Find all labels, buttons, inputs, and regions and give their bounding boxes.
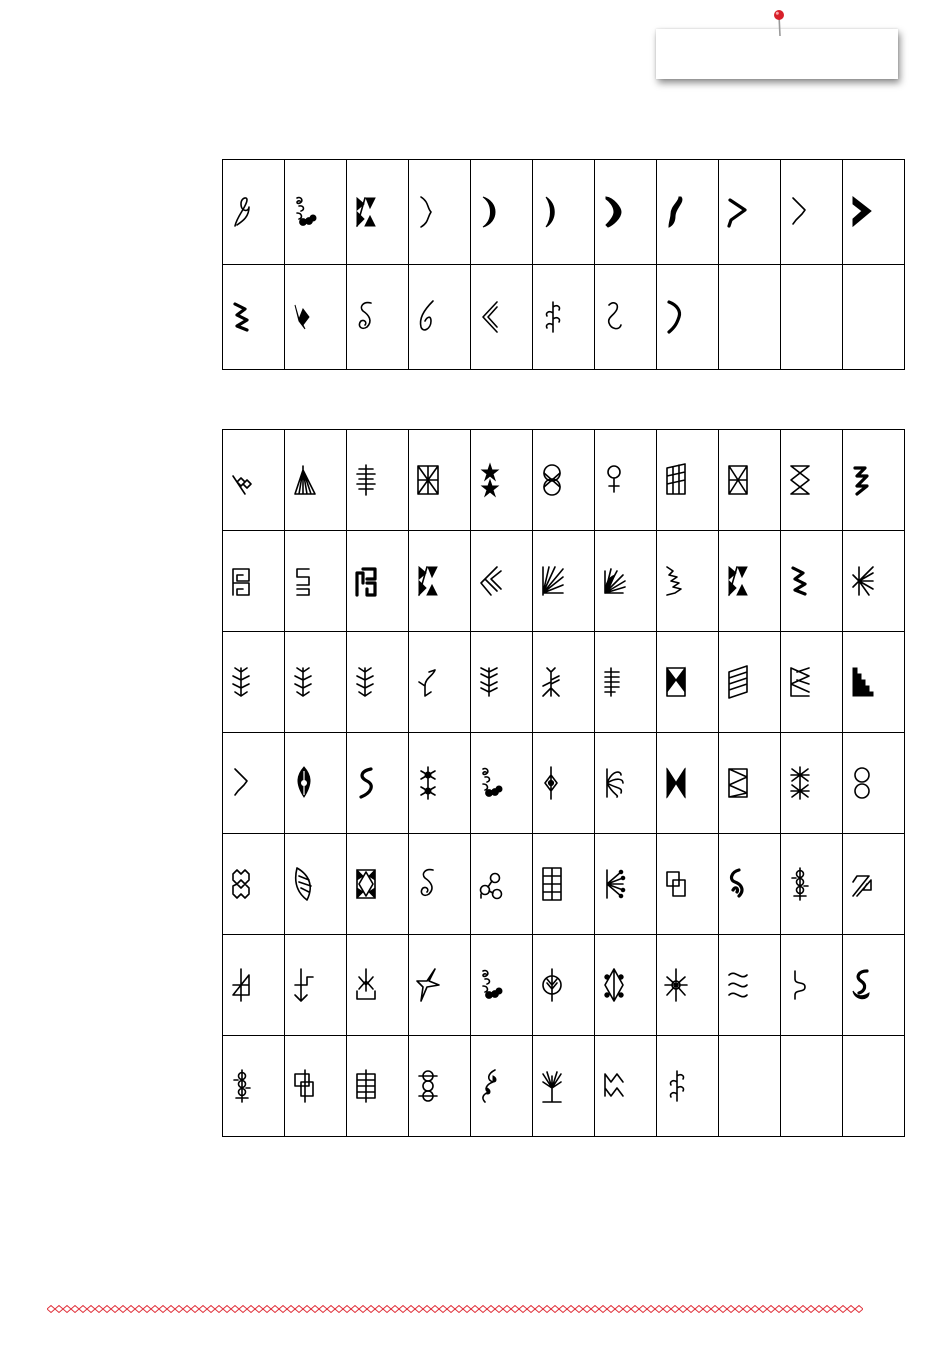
zigzag-triangles-icon [353, 194, 379, 230]
stitch-cell [285, 733, 347, 834]
stitch-cell [409, 531, 471, 632]
stitch-cell [533, 531, 595, 632]
stitch-cell [471, 430, 533, 531]
starburst-pair-icon [787, 765, 813, 801]
chain-knot-icon [229, 1068, 255, 1104]
curl-loop-icon [601, 299, 627, 335]
stitch-cell [781, 834, 843, 935]
stitch-cell [595, 935, 657, 1036]
stitch-cell [409, 1036, 471, 1137]
ladder-box-icon [353, 1068, 379, 1104]
table-row [223, 632, 905, 733]
stitch-cell [409, 632, 471, 733]
stitch-cell [223, 1036, 285, 1137]
stitch-cell [657, 430, 719, 531]
s-curve-icon [663, 194, 689, 230]
scroll-bold-icon [849, 967, 875, 1003]
step-chevron-icon [229, 765, 255, 801]
stitch-cell [533, 160, 595, 265]
stitch-cell [719, 430, 781, 531]
square-chain-icon [291, 1068, 317, 1104]
fan-half-icon [601, 765, 627, 801]
stitch-cell [657, 733, 719, 834]
curl-cluster-icon [477, 967, 503, 1003]
stitch-cell [223, 265, 285, 370]
stitch-cell [781, 1036, 843, 1137]
stitch-cell [595, 430, 657, 531]
chevron-left-icon [477, 299, 503, 335]
stitch-cell [781, 430, 843, 531]
scroll-loop-icon [725, 866, 751, 902]
circle-stem-icon [601, 462, 627, 498]
leaf-striped-icon [291, 866, 317, 902]
stitch-cell [657, 935, 719, 1036]
stitch-cell [533, 430, 595, 531]
grid-diagonal-icon [663, 462, 689, 498]
stitch-cell [471, 265, 533, 370]
stitch-cell [409, 160, 471, 265]
scroll-s-icon [353, 299, 379, 335]
stitch-cell [595, 733, 657, 834]
honeycomb-icon [229, 866, 255, 902]
stitch-cell [533, 733, 595, 834]
table-row [223, 834, 905, 935]
crescent-wavy-icon [663, 299, 689, 335]
stitch-cell [285, 834, 347, 935]
table-row [223, 1036, 905, 1137]
chain-knot-icon [787, 866, 813, 902]
leaf-chain-icon [477, 1068, 503, 1104]
stitch-cell [719, 632, 781, 733]
stitch-cell [471, 531, 533, 632]
leaf-loop-icon [415, 299, 441, 335]
stitch-cell [657, 1036, 719, 1137]
slash-chain-icon [849, 462, 875, 498]
zigzag-wave-icon [787, 563, 813, 599]
stitch-cell [533, 1036, 595, 1137]
stitch-cell [285, 265, 347, 370]
sawtooth-icon [663, 563, 689, 599]
herringbone-icon [477, 664, 503, 700]
stitch-cell [223, 632, 285, 733]
leaf-drop-icon [291, 765, 317, 801]
ladder-icon [601, 664, 627, 700]
sunburst-left-icon [539, 563, 565, 599]
arrow-branches-icon [229, 664, 255, 700]
stitch-cell [719, 733, 781, 834]
meander-block-icon [353, 563, 379, 599]
arrow-curl-icon [415, 664, 441, 700]
footer-zigzag-border [47, 1302, 863, 1316]
table-row [223, 531, 905, 632]
x-chain-icon [787, 462, 813, 498]
zigzag-box-icon [725, 765, 751, 801]
stitch-cell [285, 531, 347, 632]
stitch-pattern-table-a [222, 159, 905, 370]
stitch-cell [409, 733, 471, 834]
arrow-frame-icon [353, 967, 379, 1003]
zigzag-triangles-icon [725, 563, 751, 599]
loop-chain-icon [415, 1068, 441, 1104]
stitch-cell [719, 935, 781, 1036]
spiral-square-icon [849, 866, 875, 902]
wave-single-icon [787, 967, 813, 1003]
stitch-cell [409, 265, 471, 370]
stitch-cell [223, 531, 285, 632]
stitch-pattern-table-b [222, 429, 905, 1137]
circle-leaf-icon [539, 967, 565, 1003]
stitch-cell [595, 1036, 657, 1137]
stitch-cell [719, 265, 781, 370]
diamond-chain-icon [229, 462, 255, 498]
zigzag-triangles-icon [415, 563, 441, 599]
stitch-cell [347, 531, 409, 632]
stitch-cell [781, 632, 843, 733]
stitch-cell [471, 935, 533, 1036]
stitch-cell [347, 834, 409, 935]
stitch-cell [843, 430, 905, 531]
stitch-cell [843, 160, 905, 265]
bow-block-icon [725, 462, 751, 498]
stitch-cell [533, 935, 595, 1036]
stitch-cell [657, 265, 719, 370]
star-outline-icon [415, 967, 441, 1003]
stitch-cell [285, 935, 347, 1036]
stitch-cell [657, 531, 719, 632]
sunburst-right-icon [849, 563, 875, 599]
stitch-cell [223, 834, 285, 935]
stitch-cell [285, 1036, 347, 1137]
scroll-s-icon [415, 866, 441, 902]
star-block-icon [415, 462, 441, 498]
circle-chain-icon [539, 462, 565, 498]
crescent-thin-icon [539, 194, 565, 230]
chevron-bold-icon [849, 194, 875, 230]
slash-box-icon [725, 664, 751, 700]
half-sunburst-icon [291, 462, 317, 498]
window-grid-icon [539, 866, 565, 902]
loop-icon [229, 194, 255, 230]
stitch-cell [657, 160, 719, 265]
stitch-cell [285, 632, 347, 733]
bowtie-fill-icon [663, 765, 689, 801]
diamond-ornament-icon [353, 866, 379, 902]
table-row [223, 160, 905, 265]
curl-cluster-icon [291, 194, 317, 230]
stitch-cell [719, 160, 781, 265]
stitch-cell [657, 632, 719, 733]
stitch-cell [223, 430, 285, 531]
stitch-cell [471, 1036, 533, 1137]
stitch-cell [781, 160, 843, 265]
stitch-cell [781, 531, 843, 632]
zigzag-v-icon [725, 194, 751, 230]
stitch-cell [595, 160, 657, 265]
table-row [223, 265, 905, 370]
stitch-cell [843, 1036, 905, 1137]
curl-cluster-icon [477, 765, 503, 801]
stitch-cell [471, 733, 533, 834]
table-row [223, 935, 905, 1036]
staircase-icon [849, 664, 875, 700]
stitch-cell [347, 160, 409, 265]
stitch-cell [471, 834, 533, 935]
stitch-cell [285, 160, 347, 265]
snowflake-pair-icon [415, 765, 441, 801]
arrow-branches-icon [353, 664, 379, 700]
triangle-arrow-icon [229, 967, 255, 1003]
stitch-cell [285, 430, 347, 531]
triangle-pair-icon [663, 664, 689, 700]
circle-branch-icon [477, 866, 503, 902]
red-pushpin-icon [768, 6, 792, 40]
stitch-cell [347, 733, 409, 834]
crescent-right-icon [477, 194, 503, 230]
step-chevron-icon [787, 194, 813, 230]
ladder-cross-icon [353, 462, 379, 498]
table-row [223, 430, 905, 531]
stitch-cell [347, 430, 409, 531]
wave-triple-icon [725, 967, 751, 1003]
stitch-cell [843, 265, 905, 370]
star-pair-icon [477, 462, 503, 498]
stitch-cell [595, 834, 657, 935]
crescent-bold-icon [601, 194, 627, 230]
diamond-flowers-icon [601, 967, 627, 1003]
table-row [223, 733, 905, 834]
stitch-cell [471, 160, 533, 265]
double-circle-icon [849, 765, 875, 801]
arrow-branches-icon [291, 664, 317, 700]
diamond-stem-icon [539, 765, 565, 801]
stitch-cell [595, 632, 657, 733]
stitch-cell [595, 265, 657, 370]
stitch-cell [533, 632, 595, 733]
stitch-cell [223, 733, 285, 834]
stitch-cell [719, 834, 781, 935]
stitch-cell [657, 834, 719, 935]
sunburst-fan-icon [601, 563, 627, 599]
stitch-cell [781, 733, 843, 834]
vine-curl-icon [663, 1068, 689, 1104]
crescent-thin-wave-icon [415, 194, 441, 230]
square-overlap-icon [663, 866, 689, 902]
zigzag-double-icon [601, 1068, 627, 1104]
vine-curl-icon [539, 299, 565, 335]
stitch-cell [347, 1036, 409, 1137]
stitch-cell [347, 265, 409, 370]
zigzag-mini-icon [291, 299, 317, 335]
fan-dots-icon [601, 866, 627, 902]
wheat-stalk-icon [539, 1068, 565, 1104]
chevron-double-icon [477, 563, 503, 599]
herringbone-stem-icon [539, 664, 565, 700]
stitch-cell [409, 834, 471, 935]
stitch-cell [533, 834, 595, 935]
stitch-cell [843, 834, 905, 935]
stitch-cell [409, 935, 471, 1036]
stitch-cell [719, 1036, 781, 1137]
zigzag-wave-icon [229, 299, 255, 335]
stitch-cell [781, 265, 843, 370]
stitch-cell [781, 935, 843, 1036]
stitch-cell [843, 531, 905, 632]
stitch-cell [843, 733, 905, 834]
stitch-cell [223, 160, 285, 265]
stitch-cell [223, 935, 285, 1036]
stitch-cell [409, 430, 471, 531]
stitch-cell [533, 265, 595, 370]
greek-key-icon [229, 563, 255, 599]
stitch-cell [843, 632, 905, 733]
diamond-eye-icon [663, 967, 689, 1003]
greek-key-open-icon [291, 563, 317, 599]
stitch-cell [595, 531, 657, 632]
arrow-cross-icon [291, 967, 317, 1003]
scroll-wave-icon [353, 765, 379, 801]
stitch-cell [843, 935, 905, 1036]
stitch-cell [719, 531, 781, 632]
zigzag-block-icon [787, 664, 813, 700]
stitch-cell [471, 632, 533, 733]
stitch-cell [347, 935, 409, 1036]
stitch-cell [347, 632, 409, 733]
